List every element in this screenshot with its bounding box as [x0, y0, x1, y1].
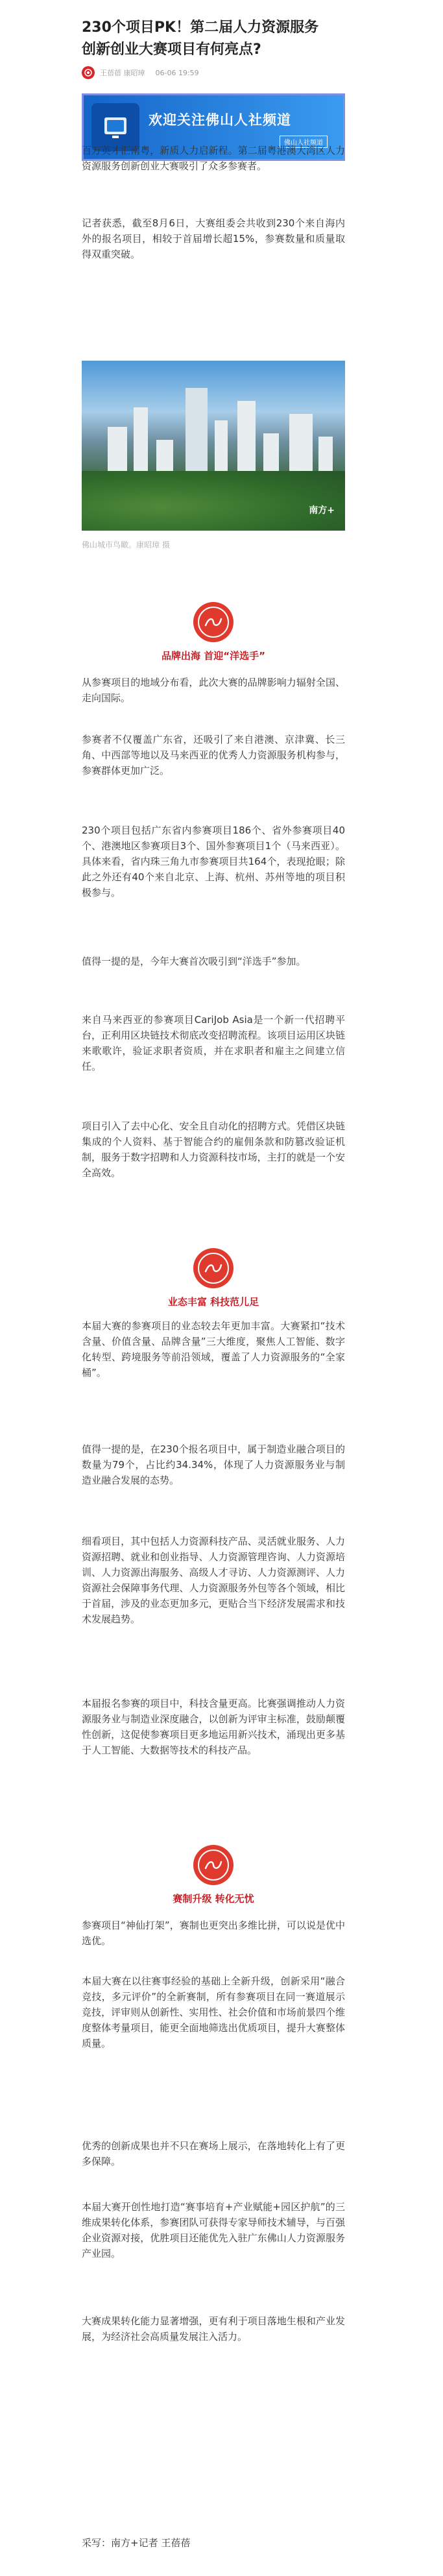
article-title: 230个项目PK！第二届人力资源服务 创新创业大赛项目有何亮点? — [82, 19, 319, 58]
section-3-header — [82, 1845, 345, 1905]
article-meta — [82, 65, 361, 80]
city-aerial-photo[interactable] — [82, 361, 345, 531]
photo-greenery — [82, 471, 345, 531]
seal-icon — [193, 602, 233, 642]
section-2-paragraph-2: 值得一提的是，在230个报名项目中，属于制造业融合项目的数量为79个，占比约34.34%，体现了人力资源服务业与制造业融合发展的态势。 — [82, 1443, 345, 1486]
photo-watermark: 南方+ — [309, 505, 335, 516]
section-1-header — [82, 602, 345, 662]
seal-icon — [193, 1248, 233, 1288]
article-time: 06-06 19:59 — [155, 68, 199, 77]
intro-paragraph-2: 记者获悉，截至8月6日，大赛组委会共收到230个来自海内外的报名项目，相较于首届增长超15%，参赛数量和质量取得双重突破。 — [82, 217, 345, 260]
banner-text: 欢迎关注佛山人社频道 — [149, 112, 291, 128]
section-3-paragraph-5: 大赛成果转化能力显著增强，更有利于项目落地生根和产业发展，为经济社会高质量发展注入活力。 — [82, 2315, 345, 2342]
section-1-paragraph-4: 值得一提的是，今年大赛首次吸引到“洋选手”参加。 — [82, 956, 306, 967]
article-author[interactable]: 王蓓蓓 康昭璋 — [100, 69, 145, 77]
section-1-paragraph-5: 来自马来西亚的参赛项目CariJob Asia是一个新一代招聘平台，正利用区块链技术彻底改变招聘流程。该项目运用区块链来歌歌许，验证求职者资质，并在求职者和雇主之间建立信任。 — [82, 1014, 345, 1072]
article-credit: 采写：南方+记者 王蓓蓓 — [82, 2537, 191, 2549]
publisher-logo-icon — [82, 66, 95, 79]
section-1-paragraph-1: 从参赛项目的地域分布看，此次大赛的品牌影响力辐射全国、走向国际。 — [82, 677, 345, 704]
banner-tag: 佛山人社频道 — [280, 136, 328, 148]
section-1-paragraph-3: 230个项目包括广东省内参赛项目186个、省外参赛项目40个、港澳地区参赛项目3个、国外参赛项目1个（马来西亚）。具体来看，省内珠三角九市参赛项目共164个，表现抢眼；除此之外还有40个来自北京、上海、杭州、苏州等地的项目积极参与。 — [82, 825, 345, 898]
section-2-paragraph-4: 本届报名参赛的项目中，科技含量更高。比赛强调推动人力资源服务业与制造业深度融合，以创新为评审主标准，鼓励颠覆性创新，这促使参赛项目更多地运用新兴技术，涌现出更多基于人工智能、大数据等技术的科技产品。 — [82, 1698, 345, 1756]
section-heading: 品牌出海 首迎“洋选手” — [162, 650, 265, 662]
article-photo-block — [82, 361, 345, 550]
section-heading: 赛制升级 转化无忧 — [173, 1893, 254, 1905]
section-heading: 业态丰富 科技范儿足 — [167, 1296, 259, 1308]
section-3-paragraph-1: 参赛项目“神仙打架”，赛制也更突出多维比拼，可以说是优中选优。 — [82, 1920, 345, 1947]
seal-icon — [193, 1845, 233, 1885]
section-1-paragraph-6: 项目引入了去中心化、安全且自动化的招聘方式。凭借区块链集成的个人资料、基于智能合约的雇佣条款和防篡改验证机制，服务于数字招聘和人力资源科技市场，主打的就是一个安全高效。 — [82, 1120, 345, 1179]
photo-caption: 佛山城市鸟瞰。康昭璋 摄 — [82, 540, 170, 549]
section-2-header — [82, 1248, 345, 1308]
section-2-paragraph-3: 细看项目，其中包括人力资源科技产品、灵活就业服务、人力资源招聘、就业和创业指导、人力资源管理咨询、人力资源培训、人力资源出海服务、高级人才寻访、人力资源测评、人力资源社会保障事务代理、人力资源服务外包等各个领域，相比于首届，涉及的业态更加多元，更贴合当下经济发展需求和技术发展趋势。 — [82, 1535, 345, 1625]
section-1-paragraph-2: 参赛者不仅覆盖广东省，还吸引了来自港澳、京津冀、长三角、中西部等地以及马来西亚的优秀人力资源服务机构参与，参赛群体更加广泛。 — [82, 734, 345, 776]
section-3-paragraph-3: 优秀的创新成果也并不只在赛场上展示，在落地转化上有了更多保障。 — [82, 2140, 345, 2167]
section-3-paragraph-4: 本届大赛开创性地打造“赛事培育+产业赋能+园区护航”的三维成果转化体系，参赛团队可获得专家导师技术辅导，与百强企业资源对接，优胜项目还能优先入驻广东佛山人力资源服务产业园。 — [82, 2201, 345, 2259]
section-3-paragraph-2: 本届大赛在以往赛事经验的基础上全新升级，创新采用“融合竞技，多元评价”的全新赛制，所有参赛项目在同一赛道展示竞技，评审则从创新性、实用性、社会价值和市场前景四个维度整体考量项目，能更全面地筛选出优质项目，提升大赛整体质量。 — [82, 1975, 345, 2049]
intro-paragraph-1: 百万英才汇南粤，新质人力启新程。第二届粤港澳大湾区人力资源服务创新创业大赛吸引了众多参赛者。 — [82, 145, 345, 172]
section-2-paragraph-1: 本届大赛的参赛项目的业态较去年更加丰富。大赛紧扣“技术含量、价值含量、品牌含量”三大维度，聚焦人工智能、数字化转型、跨境服务等前沿领域，覆盖了人力资源服务的“全家桶”。 — [82, 1320, 345, 1378]
